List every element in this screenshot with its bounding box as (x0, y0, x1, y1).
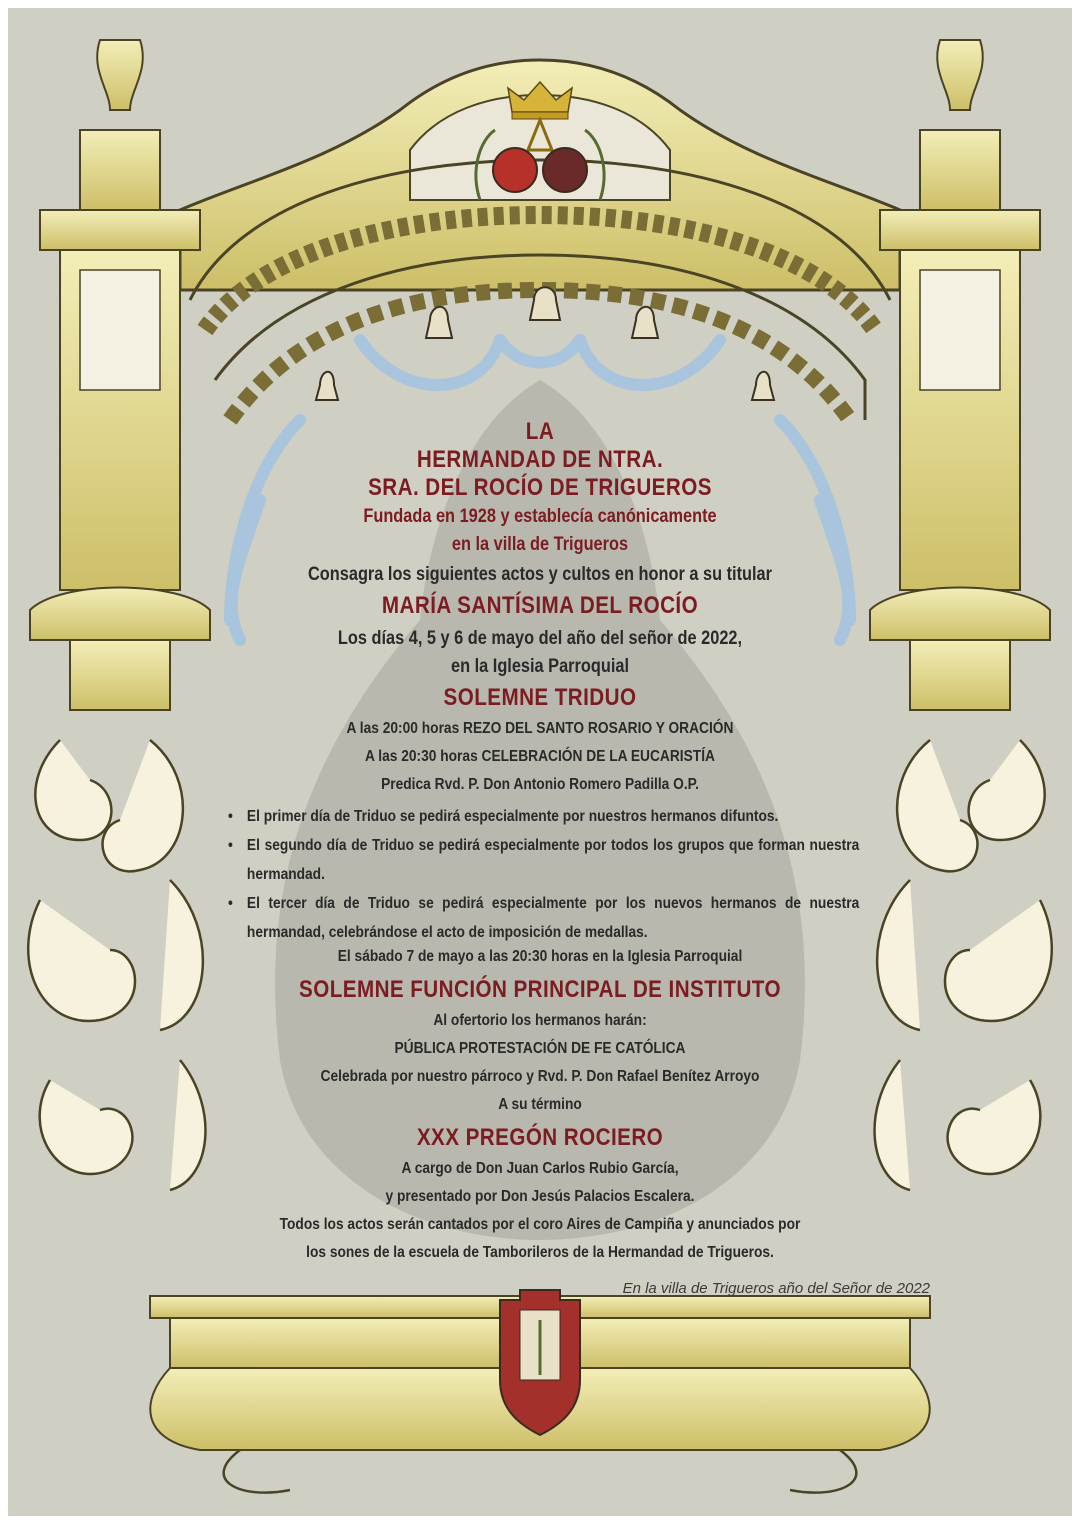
funcion-line-3: Celebrada por nuestro párroco y Rvd. P. Don Rafael Benítez Arroyo (320, 1068, 760, 1085)
triduo-line-2: A las 20:30 horas CELEBRACIÓN DE LA EUCARISTÍA (365, 748, 715, 765)
bullet-text: El primer día de Triduo se pedirá especialmente por nuestros hermanos difuntos. (246, 808, 779, 825)
titular-heading: MARÍA SANTÍSIMA DEL ROCÍO (381, 592, 699, 619)
triduo-line-3: Predica Rvd. P. Don Antonio Romero Padilla O.P. (381, 776, 699, 793)
funcion-line-1: Al ofertorio los hermanos harán: (433, 1012, 647, 1029)
bullet-dot: • (228, 895, 233, 912)
bullet-text: El tercer día de Triduo se pedirá especialmente por los nuevos hermanos de nuestra hermandad, celebrándose el acto de imposición de medallas. (246, 895, 860, 941)
dates-line-2: en la Iglesia Parroquial (451, 656, 629, 677)
founded-line-2: en la villa de Trigueros (451, 534, 629, 555)
consagra-text: Consagra los siguientes actos y cultos en honor a su titular (308, 564, 772, 585)
pregon-line-2: y presentado por Don Jesús Palacios Escalera. (385, 1188, 695, 1205)
title-line-2: HERMANDAD DE NTRA. (416, 446, 664, 473)
funcion-line-4: A su término (498, 1096, 582, 1113)
list-item (228, 889, 860, 947)
triduo-heading: SOLEMNE TRIDUO (443, 684, 637, 711)
triduo-line-1: A las 20:00 horas REZO DEL SANTO ROSARIO Y ORACIÓN (346, 720, 734, 737)
dates-line-1: Los días 4, 5 y 6 de mayo del año del señor de 2022, (337, 628, 743, 649)
funcion-heading: SOLEMNE FUNCIÓN PRINCIPAL DE INSTITUTO (299, 976, 781, 1003)
bullet-dot: • (228, 837, 233, 854)
list-item (228, 831, 860, 889)
founded-line-1: Fundada en 1928 y establecía canónicamente (363, 506, 717, 527)
list-item (228, 802, 778, 831)
pregon-line-4: los sones de la escuela de Tamborileros de la Hermandad de Trigueros. (306, 1244, 774, 1261)
bullet-dot: • (228, 808, 233, 825)
title-line-1: LA (525, 418, 555, 445)
signature-text: En la villa de Trigueros año del Señor de 2022 (622, 1280, 930, 1297)
pregon-line-3: Todos los actos serán cantados por el coro Aires de Campiña y anunciados por (279, 1216, 801, 1233)
title-line-3: SRA. DEL ROCÍO DE TRIGUEROS (368, 474, 712, 501)
pregon-heading: XXX PREGÓN ROCIERO (416, 1124, 664, 1151)
funcion-line-2: PÚBLICA PROTESTACIÓN DE FE CATÓLICA (394, 1040, 686, 1057)
bullet-text: El segundo día de Triduo se pedirá especialmente por todos los grupos que forman nuestra hermandad. (246, 837, 860, 883)
pregon-line-1: A cargo de Don Juan Carlos Rubio García, (401, 1160, 679, 1177)
saturday-text: El sábado 7 de mayo a las 20:30 horas en la Iglesia Parroquial (337, 948, 743, 965)
